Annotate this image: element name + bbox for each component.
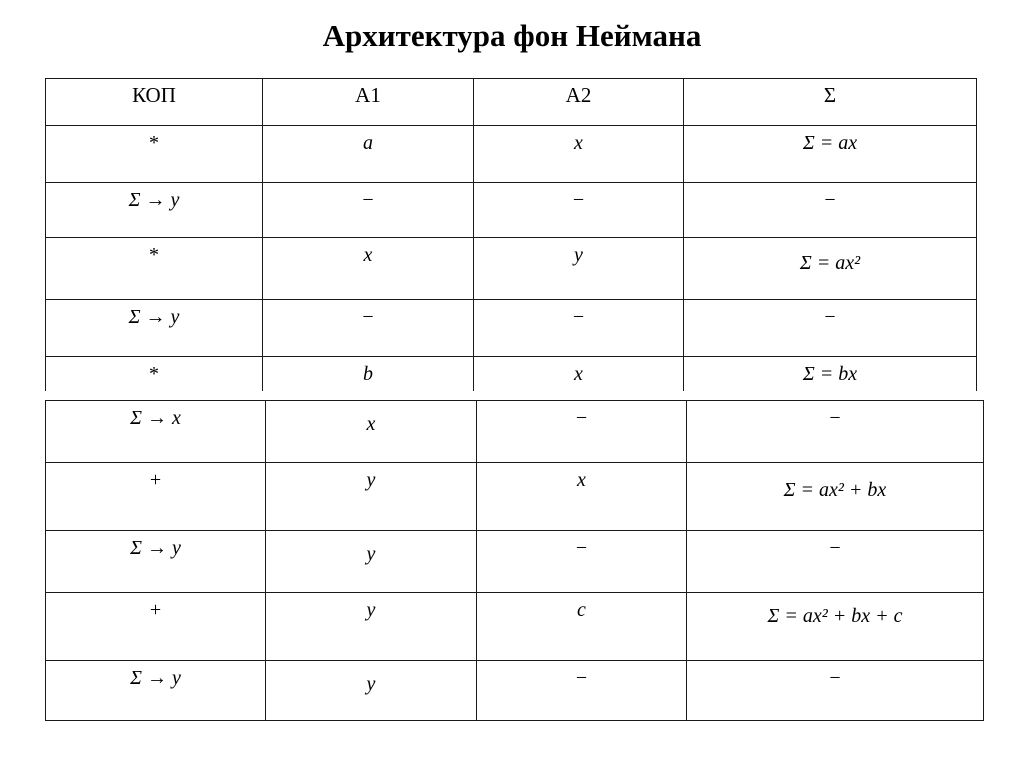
instruction-table-bottom <box>45 400 984 721</box>
instruction-table-top <box>45 78 977 391</box>
table-row <box>46 661 984 721</box>
header-kop: КОП <box>46 79 263 126</box>
cell-a1: − <box>263 300 474 357</box>
cell-a1: b <box>263 357 474 391</box>
table-row <box>46 531 984 593</box>
cell-a1: a <box>263 126 474 183</box>
cell-opcode: Σ → y <box>46 183 263 238</box>
cell-sum: − <box>687 531 984 593</box>
table-row <box>46 357 977 391</box>
cell-a2: − <box>477 401 687 463</box>
table-row <box>46 183 977 238</box>
cell-sum: − <box>684 183 977 238</box>
table-row <box>46 126 977 183</box>
table-header-row <box>46 79 977 126</box>
cell-a1: x <box>266 401 477 463</box>
cell-a1: y <box>266 661 477 721</box>
cell-opcode: * <box>46 357 263 391</box>
header-a1: А1 <box>263 79 474 126</box>
cell-sum: Σ = ax <box>684 126 977 183</box>
cell-a1: y <box>266 593 477 661</box>
cell-a2: y <box>474 238 684 300</box>
table-row <box>46 300 977 357</box>
table-row <box>46 463 984 531</box>
cell-opcode: Σ → x <box>46 401 266 463</box>
cell-a1: y <box>266 531 477 593</box>
cell-opcode: + <box>46 463 266 531</box>
page-title: Архитектура фон Неймана <box>322 18 702 53</box>
cell-opcode: Σ → y <box>46 661 266 721</box>
cell-a1: y <box>266 463 477 531</box>
cell-a2: − <box>477 661 687 721</box>
cell-opcode: Σ → y <box>46 300 263 357</box>
header-sum: Σ <box>684 79 977 126</box>
table-row <box>46 238 977 300</box>
cell-a2: − <box>474 183 684 238</box>
cell-a2: − <box>474 300 684 357</box>
cell-a2: c <box>477 593 687 661</box>
cell-sum: − <box>687 401 984 463</box>
cell-sum: Σ = ax² + bx <box>687 463 984 531</box>
cell-sum: − <box>684 300 977 357</box>
table-row <box>46 593 984 661</box>
cell-a2: − <box>477 531 687 593</box>
cell-opcode: Σ → y <box>46 531 266 593</box>
cell-sum: − <box>687 661 984 721</box>
cell-a2: x <box>474 357 684 391</box>
cell-opcode: + <box>46 593 266 661</box>
cell-sum: Σ = ax² <box>684 238 977 300</box>
cell-opcode: * <box>46 126 263 183</box>
cell-a2: x <box>474 126 684 183</box>
cell-sum: Σ = ax² + bx + c <box>687 593 984 661</box>
cell-a1: − <box>263 183 474 238</box>
cell-sum: Σ = bx <box>684 357 977 391</box>
table-row <box>46 401 984 463</box>
cell-opcode: * <box>46 238 263 300</box>
cell-a1: x <box>263 238 474 300</box>
header-a2: А2 <box>474 79 684 126</box>
cell-a2: x <box>477 463 687 531</box>
